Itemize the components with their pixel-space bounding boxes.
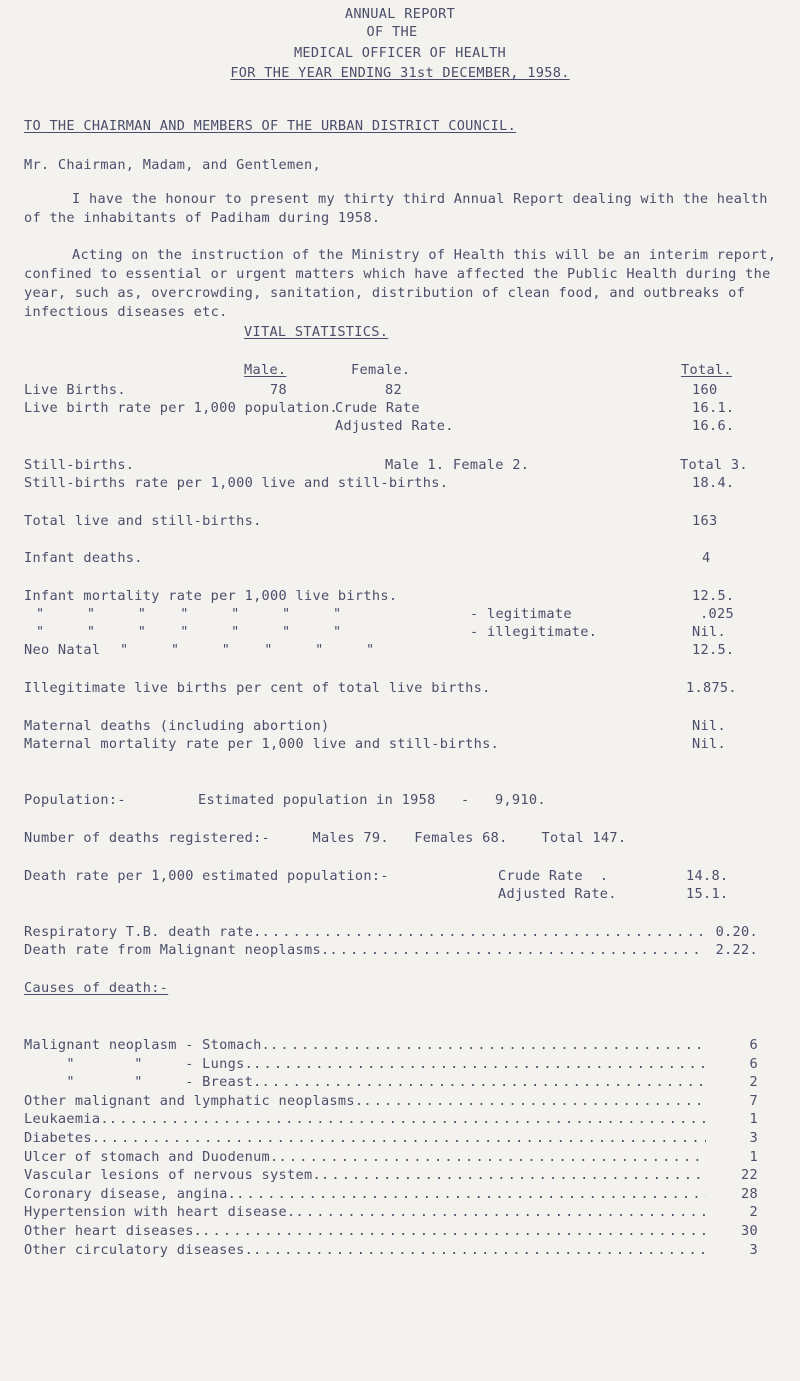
causes-of-death-heading: Causes of death:-	[24, 980, 169, 996]
dot-leader	[270, 1037, 706, 1053]
estimated-population: Estimated population in 1958 - 9,910.	[198, 792, 546, 808]
cause-row	[24, 1149, 758, 1165]
infant-deaths-value: 4	[702, 550, 711, 566]
dot-leader	[100, 1130, 706, 1146]
infant-mortality-value: 12.5.	[692, 588, 735, 604]
cause-label: Coronary disease, angina.	[24, 1185, 237, 1202]
cause-row	[24, 1111, 758, 1127]
dot-leader	[253, 1056, 706, 1072]
cause-row	[24, 1167, 758, 1183]
ditto-marks-illegitimate: " " " " " " "	[36, 624, 342, 640]
illegitimate-percent-label: Illegitimate live births per cent of total live births.	[24, 680, 491, 696]
cause-row	[24, 1093, 758, 1109]
dot-leader	[296, 1204, 707, 1220]
report-title-officer: MEDICAL OFFICER OF HEALTH	[293, 45, 507, 61]
cause-label: Hypertension with heart disease.	[24, 1204, 296, 1221]
crude-rate-value: 16.1.	[692, 400, 735, 416]
maternal-mortality-value: Nil.	[692, 736, 726, 752]
dot-leader	[329, 942, 706, 958]
dot-leader	[262, 924, 706, 940]
cause-row	[24, 1037, 758, 1053]
cause-label: Other circulatory diseases.	[24, 1241, 254, 1258]
birth-rate-label: Live birth rate per 1,000 population.	[24, 400, 338, 416]
dot-leader	[262, 1074, 706, 1090]
address-line: TO THE CHAIRMAN AND MEMBERS OF THE URBAN DISTRICT COUNCIL.	[24, 118, 517, 134]
respiratory-tb-row	[24, 924, 758, 940]
malignant-rate-value: 2.22.	[715, 942, 758, 958]
death-crude-rate-value: 14.8.	[686, 868, 729, 884]
stillbirths-total: Total 3.	[680, 457, 748, 473]
cause-row	[24, 1204, 758, 1220]
cause-label: Other malignant and lymphatic neoplasms.	[24, 1092, 364, 1109]
cause-label: Malignant neoplasm - Stomach.	[24, 1037, 271, 1053]
respiratory-tb-value: 0.20.	[715, 924, 758, 940]
cause-row	[24, 1130, 758, 1146]
infant-mortality-label: Infant mortality rate per 1,000 live births.	[24, 588, 398, 604]
live-births-label: Live Births.	[24, 382, 126, 398]
live-births-male: 78	[270, 382, 287, 398]
live-births-female: 82	[385, 382, 402, 398]
crude-rate-label: Crude Rate	[335, 400, 420, 416]
cause-label: Other heart diseases.	[24, 1223, 203, 1239]
death-crude-rate-label: Crude Rate .	[498, 868, 609, 884]
dot-leader	[202, 1223, 706, 1239]
column-total: Total.	[681, 362, 732, 378]
deaths-registered: Number of deaths registered:- Males 79. Females 68. Total 147.	[24, 830, 627, 846]
cause-label: Leukaemia.	[24, 1111, 109, 1128]
cause-count: 22	[741, 1167, 758, 1184]
dot-leader	[253, 1242, 706, 1258]
report-title: ANNUAL REPORT	[344, 6, 456, 22]
cause-row	[24, 1056, 758, 1072]
dot-leader	[236, 1186, 706, 1202]
legitimate-label: - legitimate	[470, 606, 572, 622]
stillbirth-rate-label: Still-births rate per 1,000 live and still-births.	[24, 475, 449, 491]
illegitimate-value: Nil.	[692, 624, 726, 640]
cause-row	[24, 1242, 758, 1258]
column-male: Male.	[244, 362, 287, 378]
malignant-rate-row	[24, 942, 758, 958]
respiratory-tb-label: Respiratory T.B. death rate.	[24, 924, 262, 940]
report-title-year: FOR THE YEAR ENDING 31st DECEMBER, 1958.	[230, 65, 570, 81]
vital-statistics-heading: VITAL STATISTICS.	[244, 324, 389, 340]
maternal-deaths-label: Maternal deaths (including abortion)	[24, 718, 330, 734]
cause-row	[24, 1074, 758, 1090]
maternal-mortality-label: Maternal mortality rate per 1,000 live and still-births.	[24, 736, 500, 752]
death-adjusted-rate-value: 15.1.	[686, 886, 729, 902]
stillbirths-label: Still-births.	[24, 457, 135, 473]
cause-count: 3	[749, 1130, 758, 1146]
salutation: Mr. Chairman, Madam, and Gentlemen,	[24, 157, 321, 173]
cause-count: 2	[749, 1204, 758, 1221]
maternal-deaths-value: Nil.	[692, 718, 726, 734]
cause-count: 2	[749, 1074, 758, 1091]
neonatal-label: Neo Natal	[24, 642, 101, 658]
intro-paragraph-2: Acting on the instruction of the Ministry of Health this will be an interim report, confined to essential or urgent matters which have affected the Public Health during the year, such as, overcrowding, sanitation, distribution of clean food, and outbreaks of infectious diseases etc.	[24, 247, 777, 320]
infant-deaths-label: Infant deaths.	[24, 550, 143, 566]
cause-count: 6	[749, 1037, 758, 1053]
dot-leader	[109, 1111, 706, 1127]
live-births-total: 160	[692, 382, 718, 398]
death-rate-label: Death rate per 1,000 estimated population:-	[24, 868, 389, 884]
cause-count: 28	[741, 1185, 758, 1202]
adjusted-rate-value: 16.6.	[692, 418, 735, 434]
dot-leader	[279, 1149, 706, 1165]
stillbirth-rate-value: 18.4.	[692, 475, 735, 491]
illegitimate-label: - illegitimate.	[470, 624, 598, 640]
dot-leader	[363, 1093, 706, 1109]
total-live-still-label: Total live and still-births.	[24, 513, 262, 529]
cause-count: 7	[749, 1092, 758, 1109]
legitimate-value: .025	[700, 606, 734, 622]
ditto-marks-neonatal: " " " " " "	[120, 642, 375, 658]
stillbirths-breakdown: Male 1. Female 2.	[385, 457, 530, 473]
illegitimate-percent-value: 1.875.	[686, 680, 737, 696]
cause-row	[24, 1186, 758, 1202]
neonatal-value: 12.5.	[692, 642, 735, 658]
report-title-of-the: OF THE	[366, 24, 418, 40]
ditto-marks-legitimate: " " " " " " "	[36, 606, 342, 622]
adjusted-rate-label: Adjusted Rate.	[335, 418, 454, 434]
cause-count: 1	[749, 1148, 758, 1165]
death-adjusted-rate-label: Adjusted Rate.	[498, 886, 617, 902]
population-label: Population:-	[24, 792, 126, 808]
cause-label: " " - Breast.	[24, 1074, 262, 1091]
cause-row	[24, 1223, 758, 1239]
dot-leader	[321, 1167, 706, 1183]
cause-count: 3	[749, 1241, 758, 1258]
cause-label: Ulcer of stomach and Duodenum.	[24, 1148, 279, 1165]
cause-count: 1	[749, 1111, 758, 1128]
malignant-rate-label: Death rate from Malignant neoplasms.	[24, 942, 330, 958]
cause-label: Diabetes.	[24, 1130, 101, 1146]
cause-label: " " - Lungs.	[24, 1055, 254, 1072]
total-live-still-value: 163	[692, 513, 718, 529]
intro-paragraph-1: I have the honour to present my thirty third Annual Report dealing with the health of the inhabitants of Padiham during 1958.	[24, 191, 768, 226]
cause-label: Vascular lesions of nervous system.	[24, 1167, 321, 1184]
column-female: Female.	[351, 362, 411, 378]
cause-count: 6	[749, 1055, 758, 1072]
cause-count: 30	[741, 1223, 758, 1239]
